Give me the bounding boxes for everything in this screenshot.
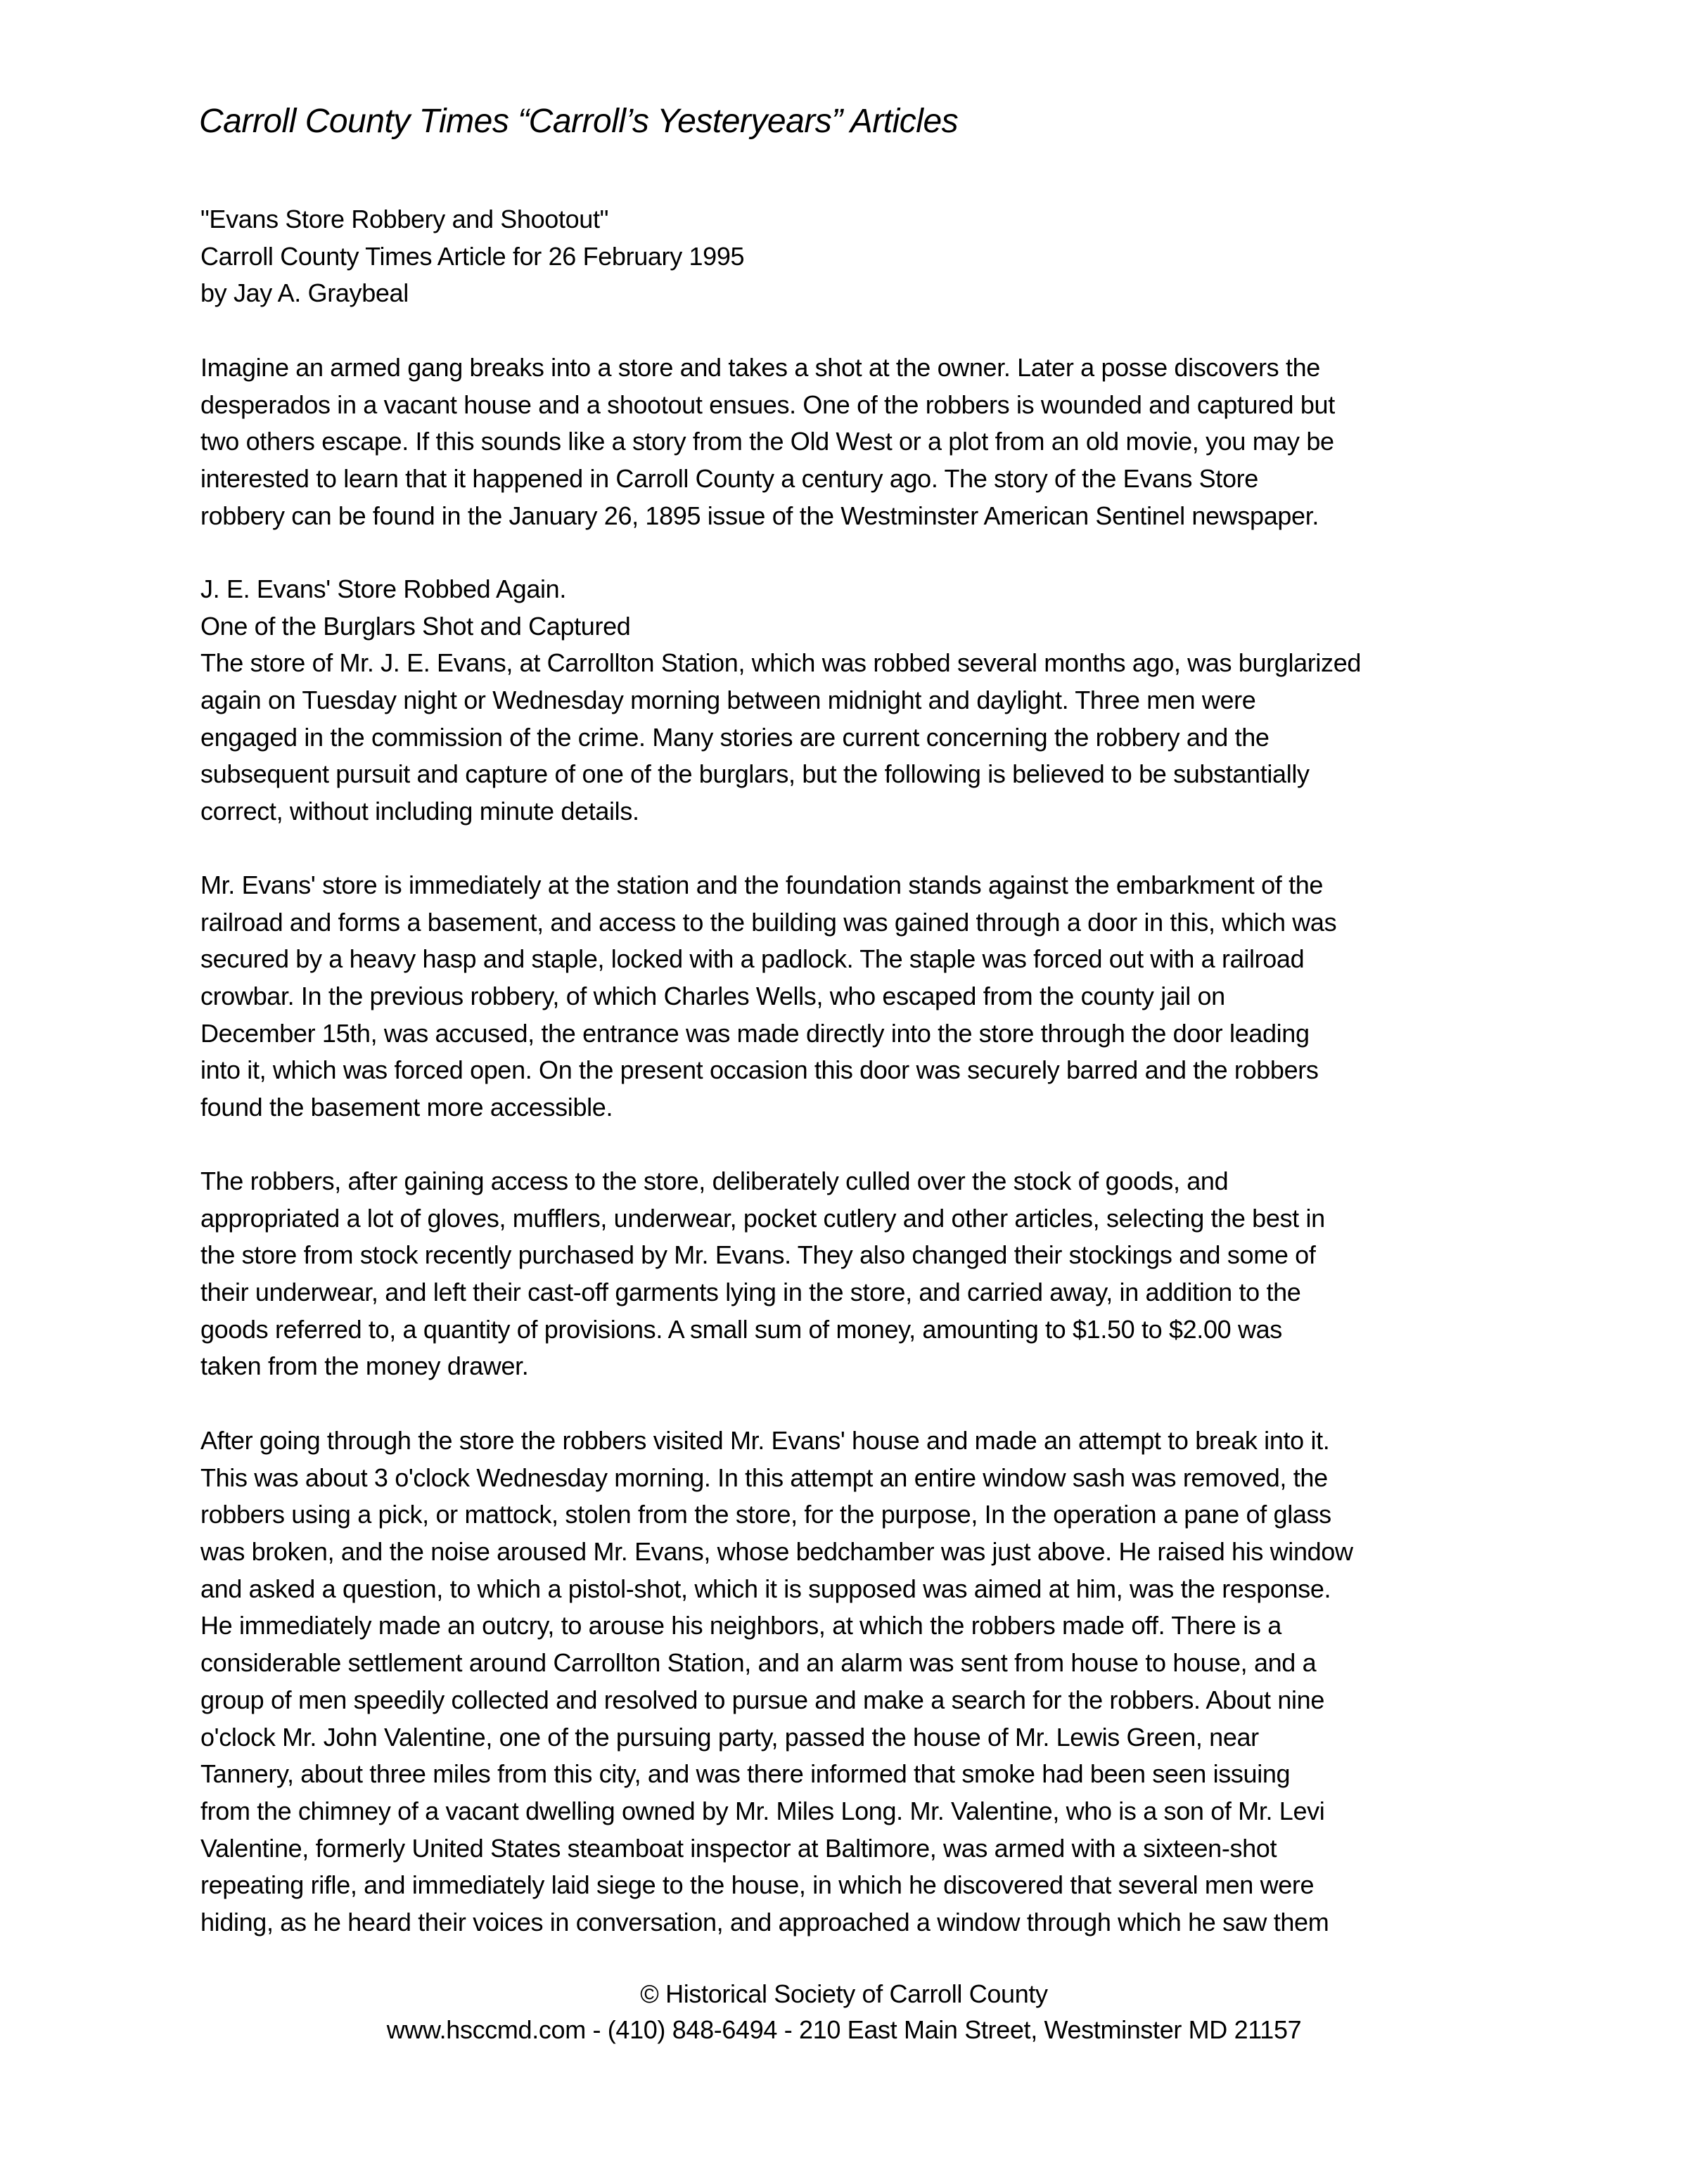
paragraph-line: again on Tuesday night or Wednesday morning between midnight and daylight. Three men were (200, 686, 1256, 715)
paragraph-line: two others escape. If this sounds like a story from the Old West or a plot from an old movie, you may be (200, 427, 1334, 456)
footer-contact: www.hsccmd.com - (410) 848-6494 - 210 East Main Street, Westminster MD 21157 (386, 2015, 1302, 2044)
paragraph-line: repeating rifle, and immediately laid siege to the house, in which he discovered that several men were (200, 1870, 1315, 1900)
paragraph-line: o'clock Mr. John Valentine, one of the pursuing party, passed the house of Mr. Lewis Green, near (200, 1722, 1259, 1752)
paragraph-line: the store from stock recently purchased by Mr. Evans. They also changed their stockings and some of (200, 1240, 1316, 1270)
paragraph-line: group of men speedily collected and resolved to pursue and make a search for the robbers. About nine (200, 1685, 1325, 1714)
series-title: Carroll County Times “Carroll’s Yesteryears” Articles (199, 103, 959, 140)
paragraph-line: considerable settlement around Carrollton Station, and an alarm was sent from house to house, and a (200, 1648, 1317, 1678)
paragraph-stolen-goods (200, 1163, 1509, 1385)
paragraph-line: appropriated a lot of gloves, mufflers, underwear, pocket cutlery and other articles, selecting the best in (200, 1203, 1325, 1233)
paragraph-pursuit (200, 1422, 1509, 1941)
paragraph-line: found the basement more accessible. (200, 1093, 613, 1122)
paragraph-line: correct, without including minute details. (200, 797, 639, 826)
paragraph-store-entry (200, 867, 1509, 1126)
paragraph-line: hiding, as he heard their voices in conversation, and approached a window through which he saw them (200, 1907, 1329, 1936)
paragraph-line: The robbers, after gaining access to the store, deliberately culled over the stock of goods, and (200, 1167, 1229, 1195)
paragraph-line: robbers using a pick, or mattock, stolen from the store, for the purpose, In the operation a pane of glass (200, 1500, 1331, 1529)
paragraph-news-headline (200, 571, 1509, 830)
paragraph-line: Imagine an armed gang breaks into a store and takes a shot at the owner. Later a posse discovers the (200, 353, 1320, 382)
paragraph-line: Mr. Evans' store is immediately at the station and the foundation stands against the embarkment of the (200, 871, 1324, 899)
paragraph-line: goods referred to, a quantity of provisions. A small sum of money, amounting to $1.50 to $2.00 was (200, 1314, 1282, 1344)
footer-copyright: © Historical Society of Carroll County (640, 1979, 1048, 2008)
publication-line: Carroll County Times Article for 26 February 1995 (200, 241, 745, 271)
paragraph-line: was broken, and the noise aroused Mr. Evans, whose bedchamber was just above. He raised his window (200, 1537, 1353, 1567)
article-title: "Evans Store Robbery and Shootout" (200, 205, 609, 233)
page-footer (0, 1976, 1688, 2048)
paragraph-line: crowbar. In the previous robbery, of which Charles Wells, who escaped from the county jail on (200, 982, 1225, 1011)
paragraph-line: Tannery, about three miles from this city, and was there informed that smoke had been seen issuing (200, 1759, 1291, 1789)
paragraph-line: robbery can be found in the January 26, 1895 issue of the Westminster American Sentinel newspaper. (200, 501, 1319, 530)
paragraph-line: into it, which was forced open. On the present occasion this door was securely barred and the robbers (200, 1055, 1319, 1085)
paragraph-line: This was about 3 o'clock Wednesday morning. In this attempt an entire window sash was removed, the (200, 1463, 1328, 1492)
paragraph-line: from the chimney of a vacant dwelling owned by Mr. Miles Long. Mr. Valentine, who is a son of Mr. Levi (200, 1796, 1325, 1825)
paragraph-line: subsequent pursuit and capture of one of the burglars, but the following is believed to be substantially (200, 759, 1310, 789)
paragraph-line: engaged in the commission of the crime. Many stories are current concerning the robbery and the (200, 722, 1270, 752)
paragraph-line: Valentine, formerly United States steamboat inspector at Baltimore, was armed with a sixteen-shot (200, 1833, 1277, 1863)
paragraph-line: December 15th, was accused, the entrance was made directly into the store through the door leading (200, 1018, 1310, 1048)
paragraph-line: and asked a question, to which a pistol-shot, which it is supposed was aimed at him, was the response. (200, 1574, 1331, 1603)
paragraph-line: their underwear, and left their cast-off garments lying in the store, and carried away, in addition to the (200, 1278, 1301, 1307)
paragraph-line: desperados in a vacant house and a shootout ensues. One of the robbers is wounded and captured but (200, 390, 1335, 419)
paragraph-line: After going through the store the robbers visited Mr. Evans' house and made an attempt to break into it. (200, 1426, 1330, 1455)
paragraph-line: taken from the money drawer. (200, 1351, 529, 1381)
paragraph-intro (200, 349, 1509, 534)
paragraph-line: railroad and forms a basement, and access to the building was gained through a door in this, which was (200, 907, 1337, 937)
news-subheadline: One of the Burglars Shot and Captured (200, 611, 631, 641)
paragraph-line: He immediately made an outcry, to arouse his neighbors, at which the robbers made off. There is a (200, 1611, 1281, 1640)
byline: by Jay A. Graybeal (200, 278, 409, 308)
paragraph-line: The store of Mr. J. E. Evans, at Carrollton Station, which was robbed several months ago, was burglarized (200, 648, 1362, 678)
paragraph-line: secured by a heavy hasp and staple, locked with a padlock. The staple was forced out with a railroad (200, 944, 1305, 974)
news-headline: J. E. Evans' Store Robbed Again. (200, 574, 566, 603)
article-header (200, 201, 1509, 312)
paragraph-line: interested to learn that it happened in Carroll County a century ago. The story of the Evans Store (200, 464, 1258, 494)
